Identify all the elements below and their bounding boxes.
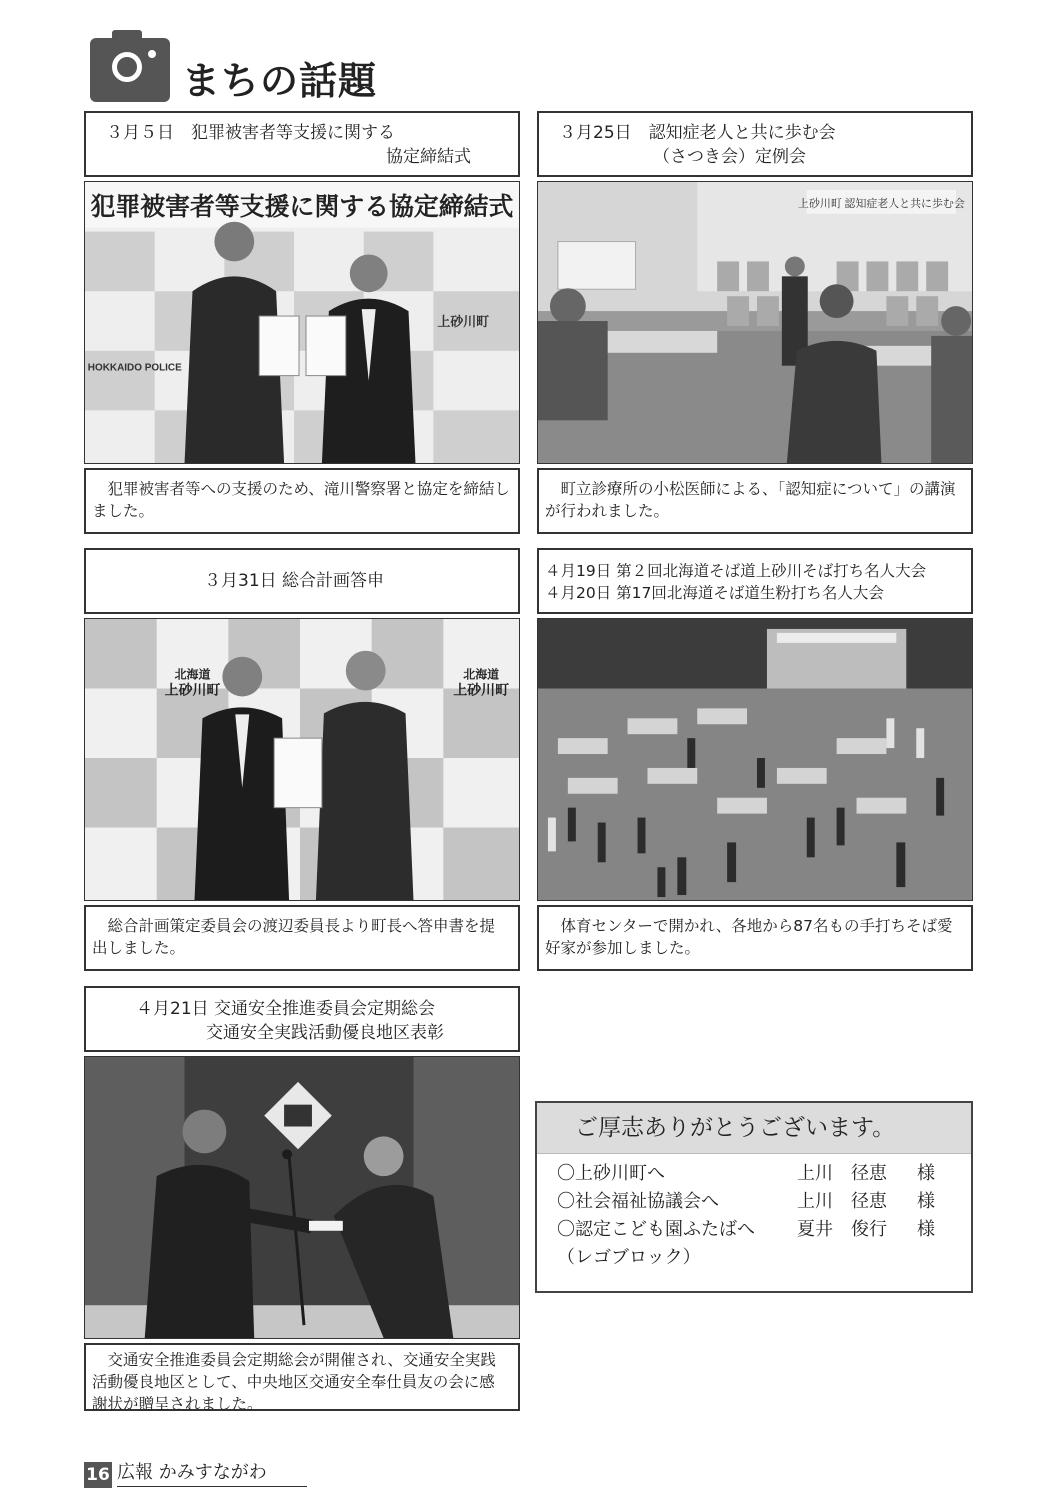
thanks-donor: 上川 径恵: [797, 1191, 887, 1212]
article-photo-2: [537, 181, 973, 464]
thanks-donor: 夏井 俊行: [797, 1219, 887, 1240]
backdrop-town-text: 上砂川町: [453, 681, 510, 698]
article-heading-line: ４月21日 交通安全推進委員会定期総会: [136, 999, 436, 1019]
article-heading-3: [84, 548, 520, 614]
article-photo-3: [84, 618, 520, 901]
caption-text: 町立診療所の小松医師による、「認知症について」の講演が行われました。: [545, 480, 956, 520]
article-caption-2: [537, 468, 973, 534]
article-heading-line: ３月25日 認知症老人と共に歩む会: [559, 123, 836, 143]
backdrop-town-text: 上砂川町: [437, 313, 490, 329]
article-heading-1: [84, 111, 520, 177]
page-title: まちの話題: [182, 59, 378, 103]
article-photo-1: [84, 181, 520, 464]
thanks-donor: 上川 径恵: [797, 1163, 887, 1184]
thanks-honorific: 様: [917, 1191, 935, 1212]
backdrop-hokkaido-text: 北海道: [463, 667, 500, 682]
thanks-recipient: 〇上砂川町へ: [557, 1163, 665, 1184]
article-heading-line: ４月20日 第17回北海道そば道生粉打ち名人大会: [545, 584, 884, 602]
article-caption-1: [84, 468, 520, 534]
thanks-recipient: 〇認定こども園ふたばへ: [557, 1219, 755, 1240]
caption-text: 犯罪被害者等への支援のため、滝川警察署と協定を締結しました。: [92, 480, 510, 520]
article-heading-4: [537, 548, 973, 614]
caption-text: 交通安全推進委員会定期総会が開催され、交通安全実践活動優良地区として、中央地区交通安全奉仕員友の会に感謝状が贈呈されました。: [92, 1351, 496, 1413]
thanks-note: （レゴブロック）: [557, 1247, 701, 1268]
article-heading-line: ３月31日 総合計画答申: [204, 571, 385, 591]
thanks-list: [537, 1154, 971, 1272]
article-heading-line: 協定締結式: [386, 147, 471, 167]
article-heading-2: [537, 111, 973, 177]
article-heading-line: ３月５日 犯罪被害者等支援に関する: [106, 123, 395, 143]
list-item: [557, 1160, 971, 1188]
article-heading-line: ４月19日 第２回北海道そば道上砂川そば打ち名人大会: [545, 562, 927, 580]
page-number: 16: [84, 1462, 112, 1488]
thanks-title: ご厚志ありがとうございます。: [537, 1103, 971, 1154]
list-item: [557, 1188, 971, 1216]
publication-name: 広報 かみすながわ: [117, 1460, 307, 1487]
camera-icon: [90, 38, 170, 102]
article-caption-3: [84, 905, 520, 971]
article-heading-line: 交通安全実践活動優良地区表彰: [206, 1023, 444, 1043]
photo-banner-text: 犯罪被害者等支援に関する協定締結式: [90, 193, 514, 221]
backdrop-police-text: HOKKAIDO POLICE: [87, 362, 182, 374]
backdrop-hokkaido-text: 北海道: [174, 667, 211, 682]
backdrop-town-text: 上砂川町: [164, 681, 221, 698]
thanks-honorific: 様: [917, 1219, 935, 1240]
article-heading-line: （さつき会）定例会: [653, 147, 806, 167]
article-photo-4: [537, 618, 973, 901]
thanks-box: [535, 1101, 973, 1293]
caption-text: 総合計画策定委員会の渡辺委員長より町長へ答申書を提出しました。: [92, 917, 496, 957]
thanks-recipient: 〇社会福祉協議会へ: [557, 1191, 719, 1212]
article-heading-5: [84, 986, 520, 1052]
list-item: [557, 1216, 971, 1244]
photo-banner-text: 上砂川町 認知症老人と共に歩む会: [798, 197, 965, 210]
article-caption-4: [537, 905, 973, 971]
thanks-honorific: 様: [917, 1163, 935, 1184]
article-photo-5: [84, 1056, 520, 1339]
caption-text: 体育センターで開かれ、各地から87名もの手打ちそば愛好家が参加しました。: [545, 917, 953, 957]
article-caption-5: [84, 1343, 520, 1411]
